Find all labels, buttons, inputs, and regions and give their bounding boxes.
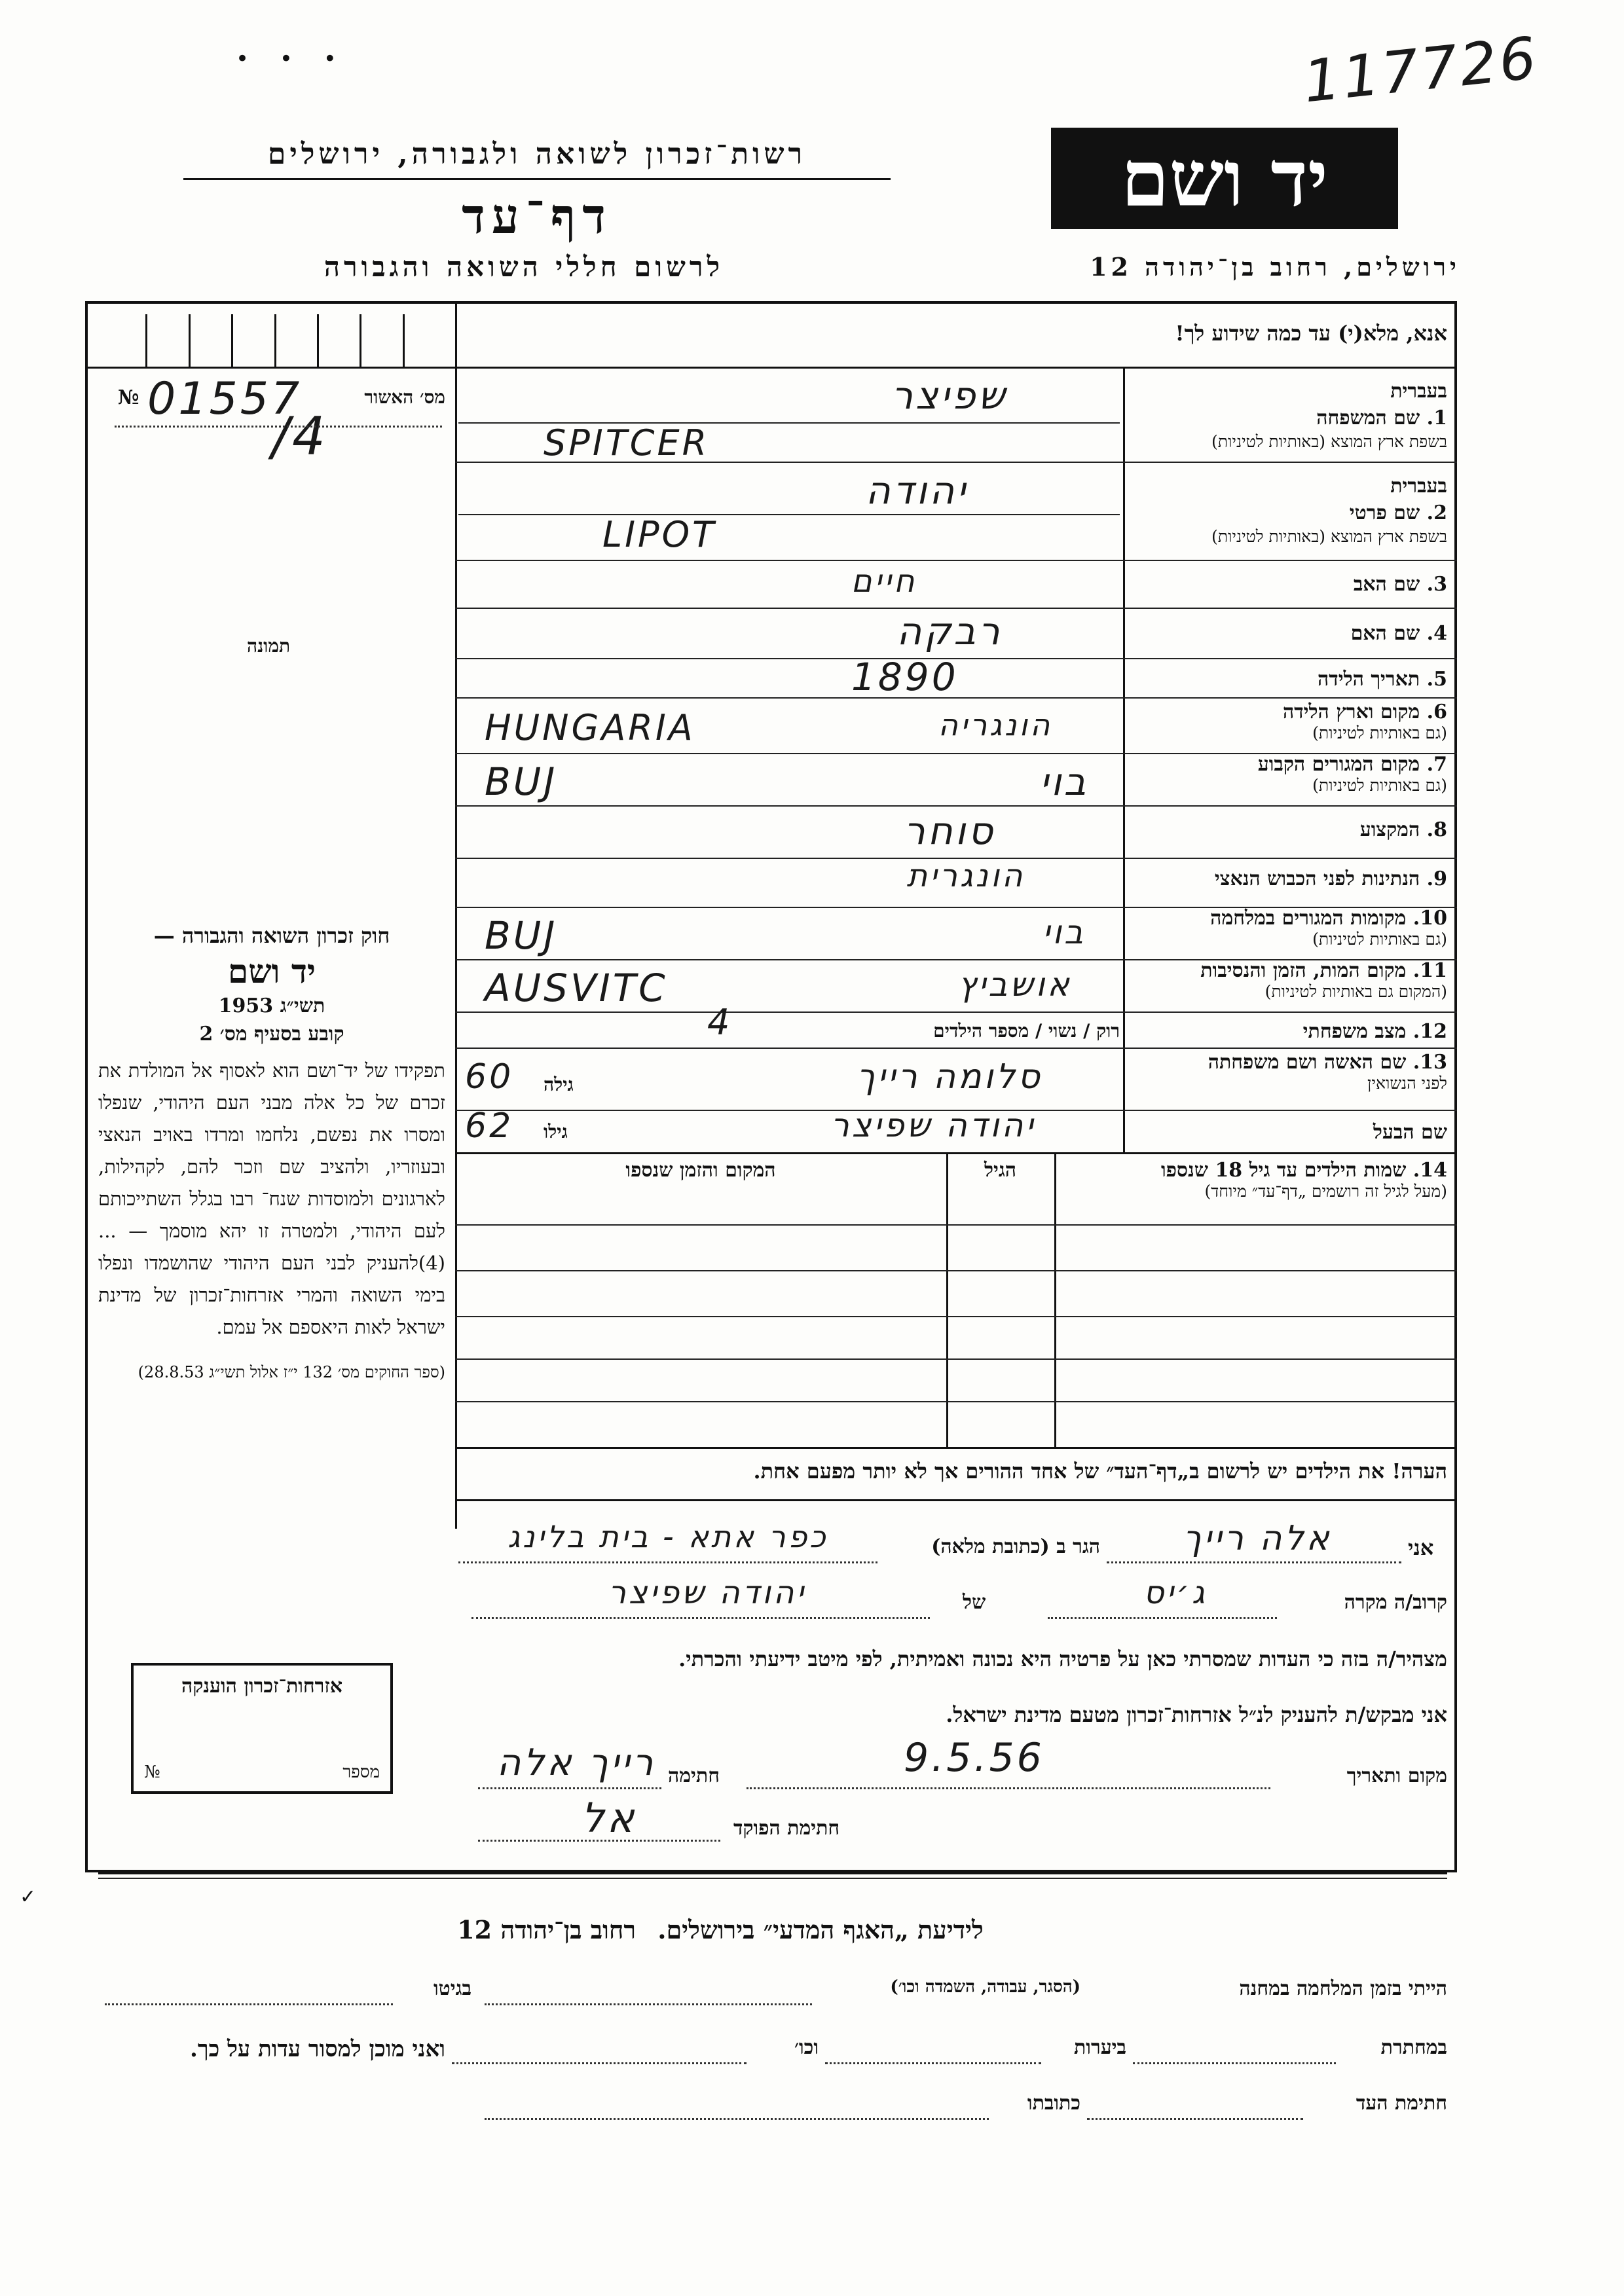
footer-title-a: לידיעת „האגף המדעי״ בירושלים. bbox=[657, 1915, 984, 1944]
field-6-value-foreign: HUNGARIA bbox=[485, 707, 695, 748]
field-13-note: לפני הנשואין bbox=[1367, 1074, 1447, 1093]
field-4-label: שם האם bbox=[1350, 622, 1420, 645]
field-8-number: 8. bbox=[1426, 818, 1447, 841]
field-2-value-hebrew: יהודה bbox=[865, 468, 969, 513]
children-header-place: המקום והזמן שנספו bbox=[625, 1159, 776, 1182]
field-10-number: 10. bbox=[1412, 907, 1447, 930]
field-2-mid bbox=[458, 514, 1120, 515]
declarant-of-label: של bbox=[963, 1591, 986, 1614]
footer-forests-line bbox=[825, 2062, 1041, 2064]
field-6-labels bbox=[1126, 701, 1447, 743]
field-2-value-foreign: LIPOT bbox=[602, 514, 717, 555]
law-name: יד ושם bbox=[228, 952, 316, 991]
logo-text: יד ושם bbox=[1120, 132, 1329, 224]
footer-title bbox=[262, 1915, 1179, 1945]
officer-label: חתימת הפוקד bbox=[733, 1817, 840, 1840]
field-2-labels bbox=[1126, 475, 1447, 547]
field-9-label-row bbox=[1126, 867, 1447, 890]
photo-label: תמונה bbox=[246, 635, 291, 657]
field-13-age-value: 60 bbox=[465, 1057, 514, 1097]
instruction-text: אנא, מלא(י) עד כמה שידוע לך! bbox=[1175, 321, 1447, 346]
children-row bbox=[455, 1401, 1457, 1402]
law-panel bbox=[98, 923, 445, 1382]
field-12-children-count: 4 bbox=[707, 1002, 733, 1043]
field-4-value: רבקה bbox=[896, 609, 1003, 653]
place-date-line bbox=[747, 1787, 1270, 1789]
org-line: רשות־זכרון לשואה ולגבורה, ירושלים bbox=[267, 137, 807, 171]
request-text: אני מבקש/ת להעניק לנ״ל אזרחות־זכרון מטעם מדינת ישראל. bbox=[946, 1702, 1447, 1727]
approval-top bbox=[85, 367, 455, 369]
field-7-value-foreign: BUJ bbox=[485, 759, 558, 804]
place-date-value: 9.5.56 bbox=[904, 1735, 1044, 1781]
husband-value: יהודה שפיצר bbox=[830, 1106, 1036, 1144]
approval-line bbox=[115, 426, 442, 428]
field-10-value-foreign: BUJ bbox=[485, 913, 558, 958]
declarant-relation-line bbox=[1048, 1617, 1277, 1619]
row-divider bbox=[455, 1152, 1457, 1154]
memorial-box-number-row bbox=[144, 1762, 380, 1782]
footer-line2-b: ביערות bbox=[1073, 2036, 1126, 2059]
field-1-label: שם המשפחה bbox=[1316, 407, 1420, 429]
footer-etc-line bbox=[452, 2062, 747, 2064]
label-column-divider bbox=[1123, 367, 1125, 1152]
field-1-value-hebrew: שפיצר bbox=[891, 373, 1008, 418]
children-header-age: הגיל bbox=[984, 1159, 1017, 1182]
law-body: תפקידו של יד־ושם הוא לאסוף אל המולדת את זכרם של כל אלה מבני העם היהודי, שנפלו ומסרו את נפשם, נלחמו ומרדו באויב הנאצי ובעוזריו, ולהציב שם וזכר להם, לקהילות, לארגונים ולמוסדות שנח־ רבו בגלל השתייכותם לעם היהודי, ולמטרה זו יהא מוסמך — ...(4)להעניק לבני העם היהודי שהושמדו ונפלו בימי השואה והמרי אזרחות־זכרון של מדינת ישראל לאות היאספם אל עמם. bbox=[98, 1059, 445, 1338]
field-1-value-foreign: SPITCER bbox=[544, 422, 710, 464]
field-10-labels bbox=[1126, 907, 1447, 949]
footer-title-b: רחוב בן־יהודה 12 bbox=[457, 1915, 636, 1944]
field-10-note: (גם באותיות לטיניות) bbox=[1312, 930, 1447, 949]
field-7-note: (גם באותיות לטיניות) bbox=[1312, 776, 1447, 795]
approval-prefix: № bbox=[118, 386, 139, 409]
row-divider bbox=[455, 1048, 1457, 1049]
declarant-address-line bbox=[458, 1561, 877, 1563]
signature-value: רייך אלה bbox=[496, 1741, 656, 1784]
field-9-label: הנתינות לפני הכבוש הנאצי bbox=[1214, 867, 1420, 890]
children-number: 14. bbox=[1412, 1159, 1447, 1182]
field-11-label: מקום המות, הזמן והנסיבות bbox=[1200, 959, 1407, 982]
field-5-label-row bbox=[1126, 668, 1447, 691]
field-11-number: 11. bbox=[1412, 959, 1447, 982]
field-8-label-row bbox=[1126, 818, 1447, 841]
declarant-name-line bbox=[1107, 1561, 1401, 1563]
field-7-value: בוי bbox=[1039, 759, 1089, 804]
children-header-note: (מעל לגיל זה רושמים „דף־עד״ מיוחד) bbox=[1204, 1182, 1447, 1201]
field-4-label-row bbox=[1126, 622, 1447, 645]
children-col-1 bbox=[1054, 1152, 1056, 1447]
field-8-label: המקצוע bbox=[1359, 818, 1420, 841]
field-3-label-row bbox=[1126, 573, 1447, 596]
signature-line bbox=[478, 1787, 661, 1789]
note-bottom bbox=[455, 1499, 1457, 1501]
law-source: (ספר החוקים מס׳ 132 י״ז אלול תשי״ג 28.8.53) bbox=[138, 1363, 445, 1381]
field-1-label-foreign: בשפת ארץ המוצא (באותיות לטיניות) bbox=[1211, 432, 1447, 451]
footer-separator bbox=[98, 1872, 1447, 1874]
field-7-label: מקום המגורים הקבוע bbox=[1257, 753, 1420, 776]
yad-vashem-logo bbox=[1051, 128, 1398, 229]
footer-line3-b: כתובתו bbox=[1027, 2092, 1080, 2115]
row-divider bbox=[455, 560, 1457, 561]
field-11-value-foreign: AUSVITC bbox=[485, 966, 668, 1010]
law-title: חוק זכרון השואה והגבורה — bbox=[153, 923, 390, 948]
memorial-box-title: אזרחות־זכרון הוענקה bbox=[181, 1675, 343, 1698]
officer-signature: אל bbox=[581, 1794, 637, 1842]
children-bottom bbox=[455, 1447, 1457, 1449]
field-2-label: שם פרטי bbox=[1349, 501, 1420, 524]
memorial-box-number-prefix: № bbox=[144, 1762, 160, 1782]
husband-age-value: 62 bbox=[465, 1106, 514, 1146]
memorial-citizenship-box bbox=[131, 1663, 393, 1794]
field-1-number: 1. bbox=[1426, 407, 1447, 429]
field-5-value: 1890 bbox=[851, 655, 959, 699]
field-6-value: הונגריה bbox=[938, 707, 1053, 742]
footer-line2-c: וכו׳ bbox=[794, 2036, 819, 2059]
archive-number: 117726 bbox=[1300, 24, 1542, 116]
field-13-number: 13. bbox=[1412, 1051, 1447, 1074]
field-1-label-hebrew: בעברית bbox=[1390, 380, 1447, 403]
field-12-label: מצב משפחתי bbox=[1302, 1020, 1407, 1043]
declarant-address: כפר אתא - בית בלינג bbox=[507, 1519, 828, 1554]
children-row bbox=[455, 1224, 1457, 1226]
footer-line2-d: ואני מוכן למסור עדות על כך. bbox=[190, 2036, 445, 2062]
field-10-label: מקומות המגורים במלחמה bbox=[1210, 907, 1407, 930]
field-3-value: חיים bbox=[851, 563, 917, 600]
form-title: דף־עד bbox=[462, 189, 612, 245]
declarant-i-label: אני bbox=[1408, 1535, 1434, 1560]
approval-value: 01557 bbox=[147, 373, 303, 425]
field-6-label: מקום וארץ הלידה bbox=[1282, 701, 1420, 723]
sidebar-divider bbox=[455, 301, 457, 1529]
children-header-name: שמות הילדים עד גיל 18 שנספו bbox=[1160, 1159, 1407, 1182]
declarant-of-line bbox=[471, 1617, 930, 1619]
officer-line bbox=[478, 1840, 720, 1842]
field-11-note: (המקום גם באותיות לטיניות) bbox=[1264, 982, 1447, 1001]
field-13-label: שם האשה ושם משפחתה bbox=[1208, 1051, 1407, 1074]
field-11-value: אושביץ bbox=[958, 966, 1072, 1004]
form-subtitle: לרשום חללי השואה והגבורה bbox=[323, 251, 724, 283]
declaration-text: מצהיר/ה בזה כי העדות שמסרתי כאן על פרטיה היא נכונה ואמיתית, לפי מיטב ידיעתי והכרתי. bbox=[678, 1647, 1447, 1671]
footer-line1-b: (הסגר, עבודה, השמדה וכו׳) bbox=[890, 1977, 1080, 1997]
footer-line1-c: בגיטו bbox=[433, 1977, 471, 2000]
children-header-name-cell bbox=[1061, 1159, 1447, 1201]
declarant-name: אלה רייך bbox=[1183, 1519, 1332, 1558]
footer-witness-sign-line bbox=[1087, 2118, 1303, 2120]
children-note: הערה! את הילדים יש לרשום ב„דף־העד״ של אחד ההורים אך לא יותר מפעם אחת. bbox=[753, 1459, 1447, 1484]
field-13-age-label: גילה bbox=[544, 1074, 574, 1095]
org-underline bbox=[183, 178, 891, 180]
field-9-number: 9. bbox=[1426, 867, 1447, 890]
approval-label: מס׳ האשור bbox=[364, 386, 445, 408]
field-2-number: 2. bbox=[1426, 501, 1447, 524]
field-3-label: שם האב bbox=[1353, 573, 1420, 596]
field-1-labels bbox=[1126, 380, 1447, 452]
margin-mark: ✓ bbox=[20, 1886, 37, 1908]
declarant-relative-label: קרוב/ה מקרה bbox=[1344, 1591, 1447, 1614]
field-2-label-foreign: בשפת ארץ המוצא (באותיות לטיניות) bbox=[1211, 527, 1447, 546]
field-12-number: 12. bbox=[1412, 1020, 1447, 1043]
declarant-resides-label: הגר ב (כתובת מלאה) bbox=[931, 1535, 1100, 1558]
field-9-value: הונגרית bbox=[906, 858, 1025, 894]
footer-line1-a: הייתי בזמן המלחמה במחנה bbox=[1239, 1977, 1447, 2000]
row-divider bbox=[455, 805, 1457, 807]
field-3-number: 3. bbox=[1426, 573, 1447, 596]
memorial-box-number-label: מספר bbox=[342, 1762, 380, 1782]
field-12-label-row bbox=[1126, 1020, 1447, 1043]
field-13-labels bbox=[1126, 1051, 1447, 1093]
address: ירושלים, רחוב בן־יהודה 12 bbox=[1090, 252, 1460, 282]
field-11-labels bbox=[1126, 959, 1447, 1002]
field-7-number: 7. bbox=[1426, 753, 1447, 776]
footer-line3-a: חתימת העד bbox=[1356, 2092, 1447, 2115]
children-col-2 bbox=[946, 1152, 948, 1447]
field-10-value: בוי bbox=[1043, 913, 1086, 951]
field-12-options: רוק / נשוי / מספר הילדים bbox=[933, 1020, 1120, 1042]
approval-suffix: /4 bbox=[272, 406, 328, 467]
footer-separator-2 bbox=[98, 1878, 1447, 1879]
field-2-label-hebrew: בעברית bbox=[1390, 475, 1447, 498]
footer-address-line bbox=[485, 2118, 989, 2120]
husband-age-label: גילו bbox=[544, 1121, 568, 1142]
place-date-label: מקום ותאריך bbox=[1346, 1764, 1447, 1787]
footer-camp-line bbox=[485, 2003, 812, 2005]
field-5-number: 5. bbox=[1426, 668, 1447, 691]
approval-code-boxes bbox=[105, 314, 445, 367]
signature-label: חתימה bbox=[668, 1764, 720, 1787]
children-row bbox=[455, 1270, 1457, 1271]
field-13-value: סלומה רייך bbox=[857, 1057, 1043, 1097]
husband-label: שם הבעל bbox=[1373, 1121, 1447, 1144]
law-clause: קובע בסעיף מס׳ 2 bbox=[199, 1023, 344, 1046]
footer-underground-line bbox=[1133, 2062, 1336, 2064]
children-row bbox=[455, 1358, 1457, 1360]
field-8-value: סוחר bbox=[903, 809, 996, 853]
field-7-labels bbox=[1126, 753, 1447, 795]
row-divider bbox=[455, 1011, 1457, 1013]
declarant-of-value: יהודה שפיצר bbox=[608, 1575, 807, 1611]
declarant-relation: ג׳יס bbox=[1143, 1575, 1208, 1611]
field-5-label: תאריך הלידה bbox=[1318, 668, 1420, 691]
law-year: תשי״ג 1953 bbox=[218, 994, 325, 1017]
stray-marks: • • • bbox=[236, 46, 348, 72]
children-row bbox=[455, 1316, 1457, 1317]
footer-ghetto-line bbox=[105, 2003, 393, 2005]
field-4-number: 4. bbox=[1426, 622, 1447, 645]
field-6-note: (גם באותיות לטיניות) bbox=[1312, 723, 1447, 742]
footer-line2-a: במחתרת bbox=[1380, 2036, 1447, 2059]
field-6-number: 6. bbox=[1426, 701, 1447, 723]
instruction-bottom bbox=[455, 367, 1457, 369]
